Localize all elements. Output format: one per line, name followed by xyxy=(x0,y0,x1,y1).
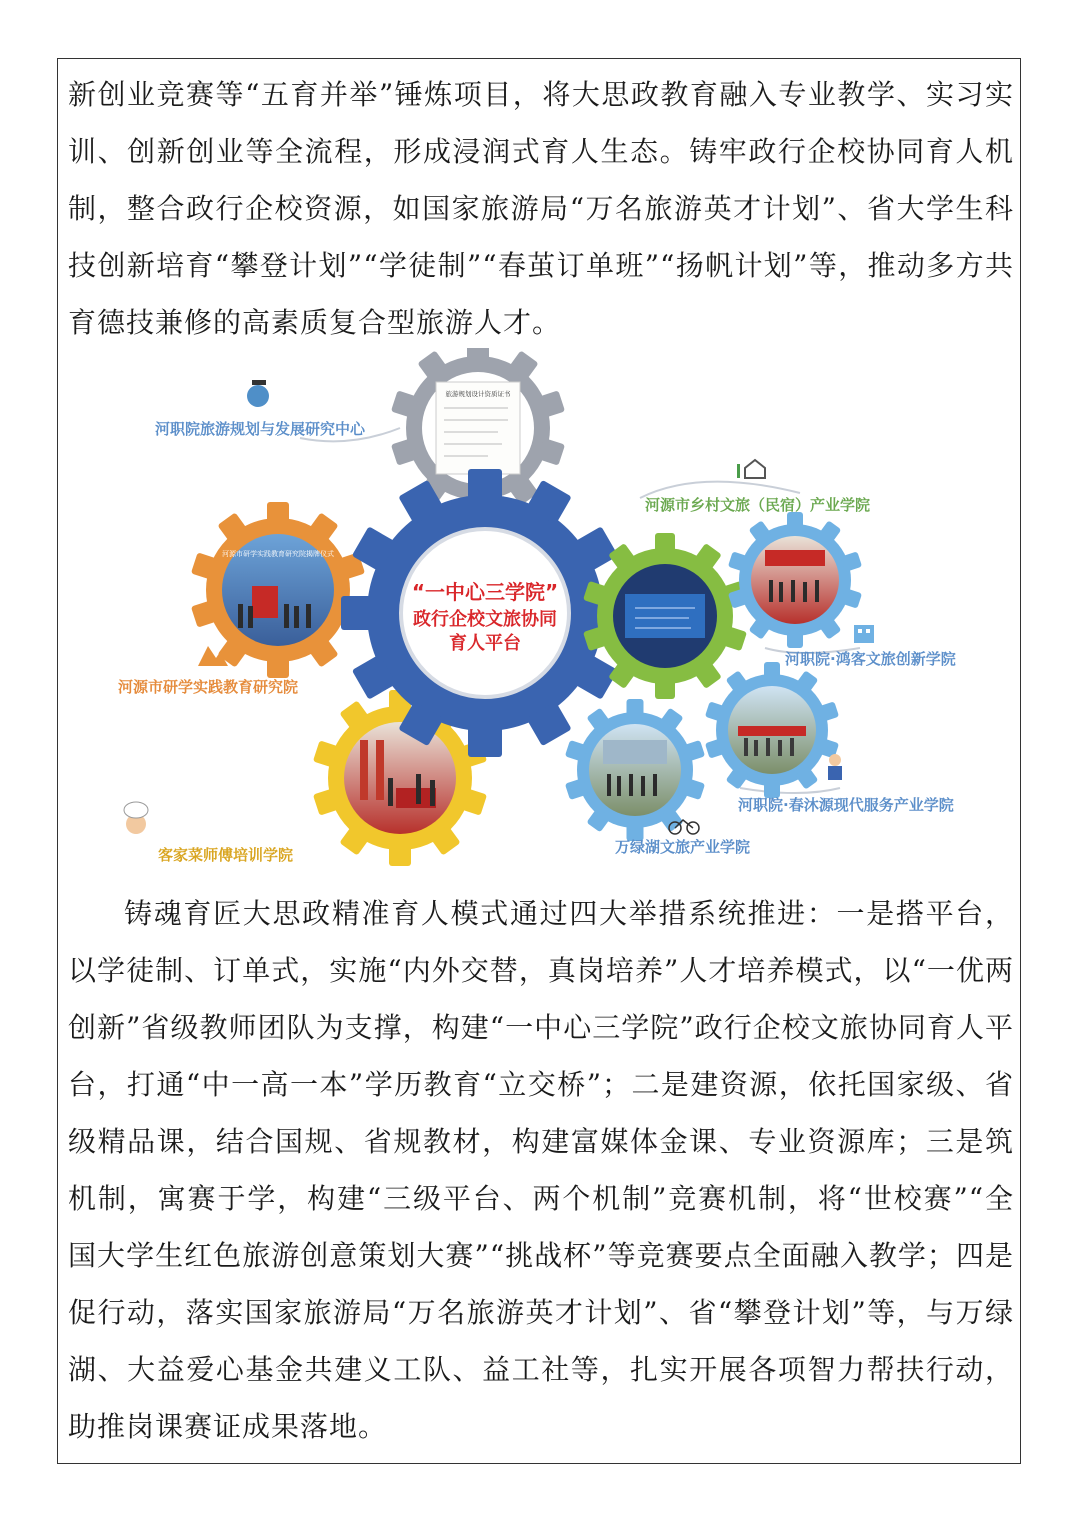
person-icon xyxy=(828,754,842,780)
gear-tooth xyxy=(267,656,289,678)
gear-tooth xyxy=(341,596,373,630)
label-research-center: 河职院旅游规划与发展研究中心 xyxy=(155,420,366,438)
study-institute-gear xyxy=(191,502,365,678)
gear-tooth xyxy=(468,469,502,501)
center-title-line1: “一中心三学院” xyxy=(411,580,559,604)
platform-diagram xyxy=(100,348,980,878)
globe-graduation-icon xyxy=(247,380,269,407)
gear-tooth xyxy=(468,725,502,757)
paragraph-intro: 新创业竞赛等“五育并举”锤炼项目，将大思政教育融入专业教学、实习实训、创新创业等全流程，形成浸润式育人生态。铸牢政行企校协同育人机制，整合政行企校资源，如国家旅游局“万名旅游英才计划”、省大学生科技创新培育“攀登计划”“学徒制”“春茧订单班”“扬帆计划”等，推动多方共育德技兼修的高素质复合型旅游人才。 xyxy=(68,78,1014,339)
label-chef-college: 客家菜师傅培训学院 xyxy=(158,846,294,864)
center-title-line3: 育人平台 xyxy=(449,633,521,654)
gear-tooth xyxy=(764,662,780,680)
chunmuyuan-college-gear xyxy=(705,662,839,798)
center-title-line2: 政行企校文旅协同 xyxy=(413,609,557,630)
label-hongke-college: 河职院·鸿客文旅创新学院 xyxy=(785,650,956,668)
paragraph-measures: 铸魂育匠大思政精准育人模式通过四大举措系统推进：一是搭平台，以学徒制、订单式，实施“内外交替，真岗培养”人才培养模式，以“一优两创新”省级教师团队为支撑，构建“一中心三学院”政行企校文旅协同育人平台，打通“中一高一本”学历教育“立交桥”；二是建资源，依托国家级、省级精品课，结合国规、省规教材，构建富媒体金课、专业资源库；三是筑机制，寓赛于学，构建“三级平台、两个机制”竞赛机制，将“世校赛”“全国大学生红色旅游创意策划大赛”“挑战杯”等竞赛要点全面融入教学；四是促行动，落实国家旅游局“万名旅游英才计划”、省“攀登计划”等，与万绿湖、大益爱心基金共建义工队、益工社等，扎实开展各项智力帮扶行动，助推岗课赛证成果落地。 xyxy=(68,897,1014,1443)
gear-tooth xyxy=(467,348,489,362)
gear-tooth xyxy=(627,699,644,718)
certificate-title: 旅游规划设计资质证书 xyxy=(445,390,511,398)
gear-tooth xyxy=(389,844,411,866)
gear-tooth xyxy=(787,630,803,648)
house-icon xyxy=(737,460,765,478)
building-icon xyxy=(854,625,874,643)
gear-tooth xyxy=(787,512,803,530)
banner-text: 河源市研学实践教育研究院揭牌仪式 xyxy=(222,550,334,558)
wanlvhu-college-gear xyxy=(565,699,705,841)
label-chunmuyuan-college: 河职院·春沐源现代服务产业学院 xyxy=(738,796,954,814)
hongke-college-gear xyxy=(728,512,862,648)
gear-tooth xyxy=(655,678,675,699)
label-rural-college: 河源市乡村文旅（民宿）产业学院 xyxy=(645,496,871,514)
gear-tooth xyxy=(655,533,675,554)
label-wanlvhu-college: 万绿湖文旅产业学院 xyxy=(615,838,751,856)
chef-icon xyxy=(124,802,148,834)
gear-tooth xyxy=(267,502,289,524)
label-study-institute: 河源市研学实践教育研究院 xyxy=(118,678,299,696)
